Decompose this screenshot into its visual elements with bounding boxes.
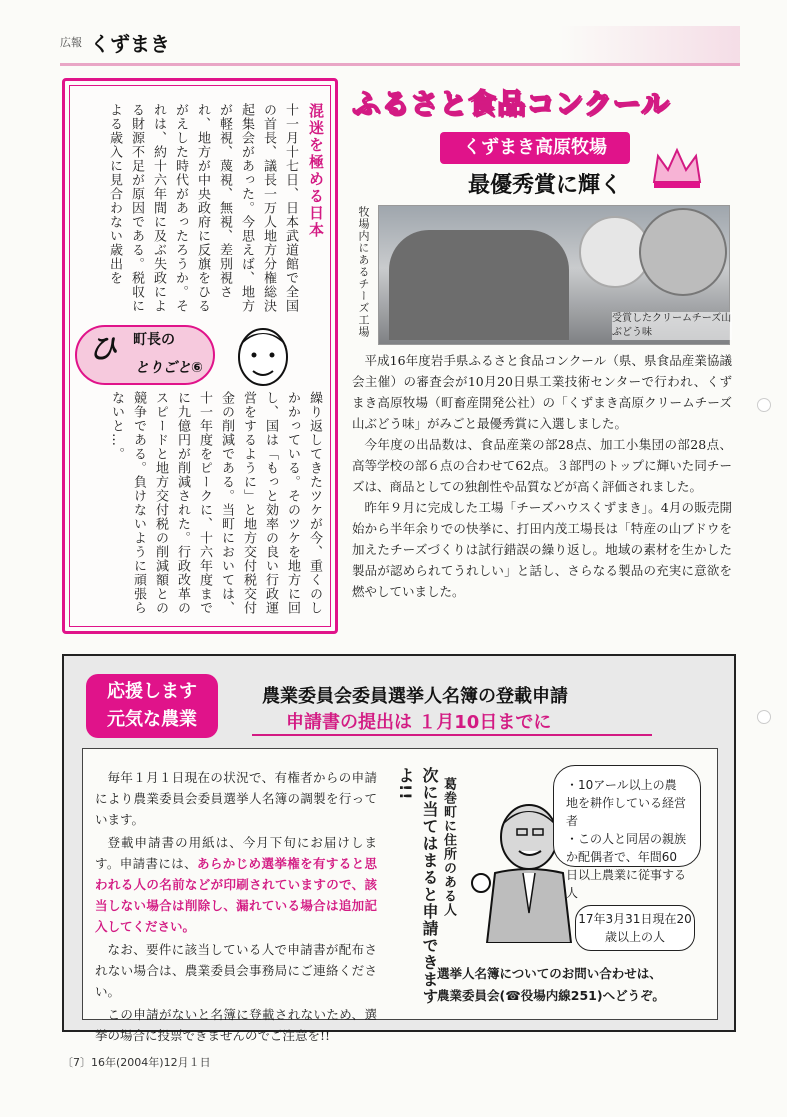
page-header bbox=[60, 26, 740, 66]
contact-line-2: 農業委員会(☎役場内線251)へどうぞ。 bbox=[437, 988, 665, 1003]
cheese-lid bbox=[639, 208, 727, 296]
requirement-bubble bbox=[553, 765, 701, 900]
badge-cho: 町長の bbox=[133, 332, 175, 348]
badge-hi: ひ bbox=[89, 332, 118, 365]
farm-paragraph-2b: あらかじめ選挙権を有すると思われる人の名前などが印刷されていますので、該当しない場合は削除し、漏れている場合は追加記入してください。 bbox=[95, 856, 377, 934]
farm-article bbox=[95, 767, 377, 1048]
farm-content bbox=[82, 748, 718, 1043]
farm-subtitle: 申請書の提出は １月10日までに bbox=[286, 712, 552, 733]
photo-caption: 牧場内にあるチーズ工場 bbox=[357, 206, 370, 338]
contest-title-text: ふるさと食品コンクール bbox=[352, 87, 670, 120]
support-badge-line1: 応援します bbox=[107, 681, 197, 702]
farm-paragraph-4: この申請がないと名簿に登載されないため、選挙の場合に投票できませんのでご注意を!! bbox=[95, 1007, 377, 1043]
badge-rest: とりごと⑥ bbox=[135, 360, 203, 376]
header-title: くずまき bbox=[90, 32, 170, 56]
farm-committee-section bbox=[62, 654, 736, 1043]
contest-award: 最優秀賞に輝く bbox=[467, 173, 622, 198]
factory-building bbox=[389, 230, 569, 340]
contest-paragraph-2: 今年度の出品数は、食品産業の部28点、加工小集団の部28点、高等学校の部６点の合わせて62点。３部門のトップに輝いた同チーズは、商品としての独創性や品質などが高く評価されました。 bbox=[352, 437, 732, 494]
age-bubble: 17年3月31日現在20歳以上の人 bbox=[575, 905, 695, 951]
column-paragraph-2: 繰り返してきたツケが今、重くのしかかっている。そのツケを地方に回し、国は「もっと効率の良い行政運営をするように」と地方交付税交付金の削減である。当町においては、十一年度をピークに、十六年度までに九億円が削減された。行政改革のスピードと地方交付税の削減額との競争である。負けないように頑張らないと…。 bbox=[109, 391, 322, 615]
subtitle-underline bbox=[252, 734, 652, 736]
column-badge bbox=[75, 321, 325, 389]
residence-label: 葛巻町に住所のある人 bbox=[441, 777, 456, 917]
binder-hole-top bbox=[757, 398, 771, 412]
contact-line-1: 選挙人名簿についてのお問い合わせは、 bbox=[437, 966, 662, 981]
page-footer: 〔7〕16年(2004年)12月１日 bbox=[62, 1056, 211, 1069]
eligibility-heading: 次に当てはまると申請できますよ!! bbox=[396, 767, 439, 1005]
farm-paragraph-2 bbox=[95, 832, 377, 937]
farm-title: 農業委員会委員選挙人名簿の登載申請 bbox=[262, 686, 568, 707]
mayor-column bbox=[62, 78, 338, 634]
requirement-1: ・10アール以上の農地を耕作している経営者 bbox=[566, 778, 687, 828]
header-small: 広報 bbox=[60, 36, 82, 49]
product-caption: 受賞したクリームチーズ山ぶどう味 bbox=[612, 313, 732, 338]
requirement-2: ・この人と同居の親族か配偶者で、年間60日以上農業に従事する人 bbox=[566, 832, 687, 900]
support-badge-line2: 元気な農業 bbox=[107, 709, 197, 730]
binder-hole-bottom bbox=[757, 710, 771, 724]
farm-paragraph-1: 毎年１月１日現在の状況で、有権者からの申請により農業委員会委員選挙人名簿の調製を行っています。 bbox=[95, 770, 377, 827]
contact-info bbox=[437, 963, 713, 1007]
crown-icon bbox=[650, 146, 704, 190]
mayor-portrait-icon bbox=[223, 321, 303, 393]
contest-article bbox=[352, 350, 732, 602]
farm-paragraph-3: なお、要件に該当している人で申請書が配布されない場合は、農業委員会事務局にご連絡ください。 bbox=[95, 942, 377, 999]
farm-paragraph-2a: 登載申請書の用紙は、今月下旬にお届けします。申請書には、 bbox=[95, 835, 377, 871]
header-decoration bbox=[560, 26, 740, 66]
contest-paragraph-1: 平成16年度岩手県ふるさと食品コンクール（県、県食品産業協議会主催）の審査会が10月20日県工業技術センターで行われ、くずまき高原牧場（町畜産開発公社）の「くずまき高原クリームチーズ山ぶどう味」がみごと最優秀賞に入選しました。 bbox=[352, 353, 732, 431]
column-paragraph-1: 十一月十七日、日本武道館で全国の首長、議長一万人地方分権総決起集会があった。今思えば、地方が軽視、蔑視、無視、差別視され、地方が中央政府に反旗をひるがえした時代があったろうか。それは、約十六年間に及ぶ失政による財源不足が原因である。税収による歳入に見合わない歳出を bbox=[107, 103, 298, 313]
contest-title bbox=[352, 82, 732, 136]
column-title: 混迷を極める日本 bbox=[307, 103, 325, 239]
contest-paragraph-3: 昨年９月に完成した工場「チーズハウスくずまき」。4月の販売開始から半年余りでの快挙に、打田内茂工場長は「特産の山ブドウを加えたチーズづくりは試行錯誤の繰り返し。地域の素材を生かした製品が認められてうれしい」と話し、さらなる製品の充実に意欲を燃やしていました。 bbox=[352, 500, 732, 599]
support-badge bbox=[86, 674, 218, 738]
contest-ribbon: くずまき高原牧場 bbox=[440, 132, 630, 164]
